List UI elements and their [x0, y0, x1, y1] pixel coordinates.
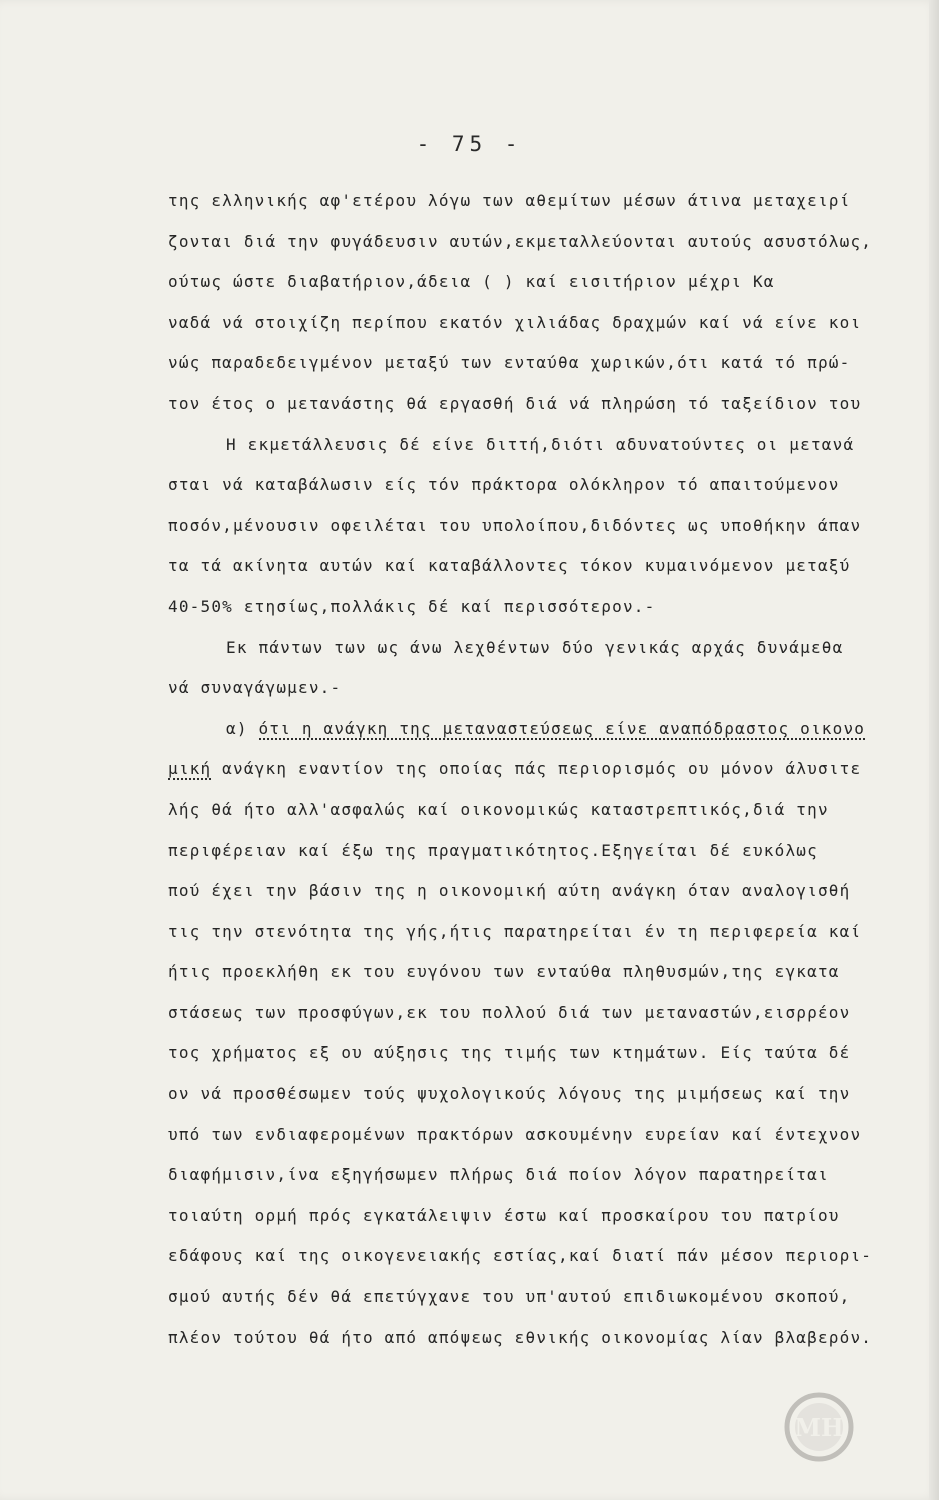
text-line: πού έχει την βάσιν της η οικονομική αύτη ανάγκη όταν αναλογισθή [168, 881, 851, 901]
text-line: εδάφους καί της οικογενειακής εστίας,καί διατί πάν μέσον περιορι- [168, 1246, 873, 1266]
text-line: νά συναγάγωμεν.- [168, 678, 342, 698]
text-line: ναδά νά στοιχίζη περίπου εκατόν χιλιάδας δραχμών καί νά είνε κοι [168, 312, 862, 332]
text-line: υπό των ενδιαφερομένων πρακτόρων ασκουμένην ευρείαν καί έντεχνον [168, 1124, 862, 1144]
page-edge-shadow [929, 0, 939, 1500]
text-line: Εκ πάντων των ως άνω λεχθέντων δύο γενικάς αρχάς δυνάμεθα [226, 637, 844, 657]
text-line: σται νά καταβάλωσιν είς τόν πράκτορα ολόκληρον τό απαιτούμενον [168, 475, 840, 495]
text-line: τοιαύτη ορμή πρός εγκατάλειψιν έστω καί προσκαίρου του πατρίου [168, 1205, 840, 1225]
text-line: νώς παραδεδειγμένον μεταξύ των ενταύθα χωρικών,ότι κατά τό πρώ- [168, 353, 851, 373]
text-line: ζονται διά την φυγάδευσιν αυτών,εκμεταλλεύονται αυτούς ασυστόλως, [168, 231, 873, 251]
text-line: στάσεως των προσφύγων,εκ του πολλού διά των μεταναστών,εισρρέον [168, 1002, 851, 1022]
text-line: τις την στενότητα της γής,ήτις παρατηρείται έν τη περιφερεία καί [168, 921, 862, 941]
text-line: της ελληνικής αφ'ετέρου λόγω των αθεμίτων μέσων άτινα μεταχειρί [168, 191, 851, 210]
text-line: Η εκμετάλλευσις δέ είνε διττή,διότι αδυνατούντες οι μετανά [226, 434, 855, 454]
text-line: λής θά ήτο αλλ'ασφαλώς καί οικονομικώς καταστρεπτικός,διά την [168, 799, 829, 819]
archive-seal-icon [784, 1392, 854, 1462]
underlined-text: ότι η ανάγκη της μεταναστεύσεως είνε αναπόδραστος οικονο [258, 718, 866, 738]
text-line: πλέον τούτου θά ήτο από απόψεως εθνικής οικονομίας λίαν βλαβερόν. [168, 1327, 873, 1347]
text-segment: ανάγκη εναντίον της οποίας πάς περιορισμός ου μόνον άλυσιτε [211, 759, 862, 779]
underlined-text: μική [168, 759, 212, 779]
text-line: ήτις προεκλήθη εκ του ευγόνου των ενταύθα πληθυσμών,της εγκατα [168, 962, 840, 982]
text-line: τον έτος ο μετανάστης θά εργασθή διά νά πληρώση τό ταξείδιον του [168, 393, 862, 413]
page-number: - 75 - [416, 132, 523, 156]
text-line: ούτως ώστε διαβατήριον,άδεια ( ) καί εισιτήριον μέχρι Κα [168, 272, 775, 292]
svg-text:ΜΗ: ΜΗ [794, 1413, 844, 1442]
text-line: τα τά ακίνητα αυτών καί καταβάλλοντες τόκον κυμαινόμενον μεταξύ [168, 556, 851, 576]
text-line: σμού αυτής δέν θά επετύγχανε του υπ'αυτού επιδιωκομένου σκοπού, [168, 1287, 851, 1307]
list-marker: α) [226, 718, 259, 738]
body-text [168, 188, 920, 1365]
text-line: ποσόν,μένουσιν οφειλέται του υπολοίπου,διδόντες ως υποθήκην άπαν [168, 515, 862, 535]
text-line: ον νά προσθέσωμεν τούς ψυχολογικούς λόγους της μιμήσεως καί την [168, 1084, 851, 1104]
text-line: 40-50% ετησίως,πολλάκις δέ καί περισσότερον.- [168, 596, 656, 616]
text-line: διαφήμισιν,ίνα εξηγήσωμεν πλήρως διά ποίον λόγον παρατηρείται [168, 1165, 829, 1185]
text-line [168, 716, 920, 757]
text-line: περιφέρειαν καί έξω της πραγματικότητος.Εξηγείται δέ ευκόλως [168, 840, 818, 860]
text-line [168, 756, 920, 797]
text-line: τος χρήματος εξ ου αύξησις της τιμής των κτημάτων. Είς ταύτα δέ [168, 1043, 851, 1063]
